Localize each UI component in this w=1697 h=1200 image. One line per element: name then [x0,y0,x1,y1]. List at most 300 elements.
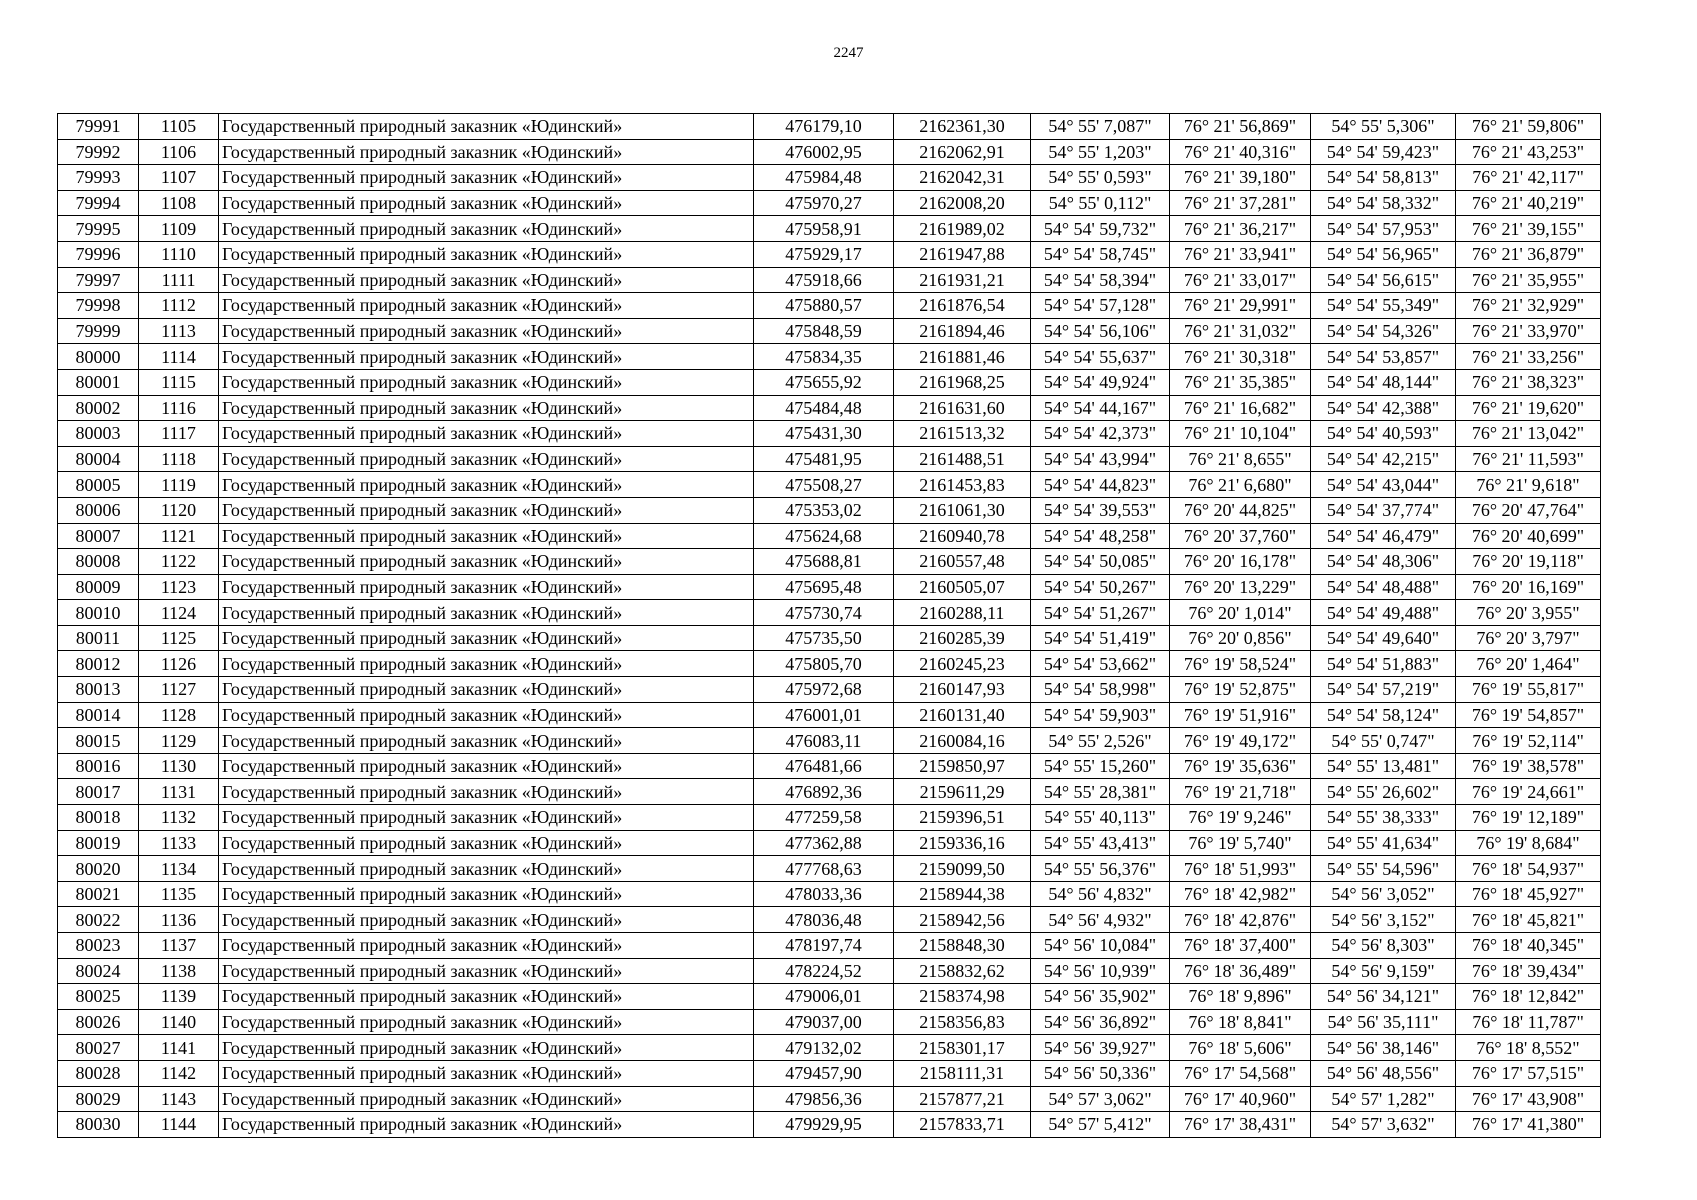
table-row [58,907,1601,933]
longitude-2-cell: 76° 18' 39,434" [1456,958,1601,984]
latitude-2-cell: 54° 54' 57,953" [1311,216,1456,242]
longitude-2-cell: 76° 20' 47,764" [1456,497,1601,523]
longitude-1-cell: 76° 21' 40,316" [1170,139,1311,165]
longitude-2-cell: 76° 17' 43,908" [1456,1086,1601,1112]
longitude-2-cell: 76° 21' 35,955" [1456,267,1601,293]
table-row [58,344,1601,370]
longitude-1-cell: 76° 18' 37,400" [1170,933,1311,959]
longitude-2-cell: 76° 20' 16,169" [1456,574,1601,600]
point-number-cell: 1126 [139,651,219,677]
longitude-1-cell: 76° 21' 35,385" [1170,369,1311,395]
longitude-1-cell: 76° 20' 37,760" [1170,523,1311,549]
point-number-cell: 1124 [139,600,219,626]
y-coordinate-cell: 2160940,78 [894,523,1031,549]
latitude-1-cell: 54° 54' 49,924" [1031,369,1170,395]
latitude-2-cell: 54° 54' 49,640" [1311,625,1456,651]
object-name-cell: Государственный природный заказник «Юдинский» [219,1035,754,1061]
latitude-1-cell: 54° 57' 3,062" [1031,1086,1170,1112]
longitude-2-cell: 76° 21' 33,970" [1456,318,1601,344]
latitude-2-cell: 54° 54' 56,615" [1311,267,1456,293]
object-name-cell: Государственный природный заказник «Юдинский» [219,651,754,677]
point-number-cell: 1117 [139,421,219,447]
y-coordinate-cell: 2158374,98 [894,984,1031,1010]
latitude-2-cell: 54° 54' 59,423" [1311,139,1456,165]
longitude-2-cell: 76° 21' 33,256" [1456,344,1601,370]
longitude-2-cell: 76° 19' 24,661" [1456,779,1601,805]
longitude-1-cell: 76° 18' 51,993" [1170,856,1311,882]
y-coordinate-cell: 2161061,30 [894,497,1031,523]
object-name-cell: Государственный природный заказник «Юдинский» [219,600,754,626]
table-row [58,549,1601,575]
longitude-1-cell: 76° 21' 29,991" [1170,293,1311,319]
latitude-1-cell: 54° 55' 1,203" [1031,139,1170,165]
point-number-cell: 1138 [139,958,219,984]
longitude-2-cell: 76° 21' 11,593" [1456,446,1601,472]
latitude-2-cell: 54° 55' 26,602" [1311,779,1456,805]
longitude-1-cell: 76° 18' 9,896" [1170,984,1311,1010]
y-coordinate-cell: 2162042,31 [894,165,1031,191]
longitude-1-cell: 76° 19' 5,740" [1170,830,1311,856]
y-coordinate-cell: 2158944,38 [894,881,1031,907]
row-number-cell: 80028 [58,1060,139,1086]
table-row [58,190,1601,216]
coordinates-table [57,113,1601,1138]
latitude-2-cell: 54° 55' 5,306" [1311,114,1456,140]
point-number-cell: 1144 [139,1112,219,1138]
latitude-2-cell: 54° 54' 42,215" [1311,446,1456,472]
table-row [58,1060,1601,1086]
table-row [58,958,1601,984]
longitude-2-cell: 76° 18' 45,927" [1456,881,1601,907]
point-number-cell: 1116 [139,395,219,421]
row-number-cell: 80023 [58,933,139,959]
point-number-cell: 1134 [139,856,219,882]
point-number-cell: 1114 [139,344,219,370]
table-row [58,600,1601,626]
row-number-cell: 80027 [58,1035,139,1061]
longitude-1-cell: 76° 21' 39,180" [1170,165,1311,191]
row-number-cell: 79991 [58,114,139,140]
object-name-cell: Государственный природный заказник «Юдинский» [219,728,754,754]
longitude-1-cell: 76° 20' 13,229" [1170,574,1311,600]
x-coordinate-cell: 476481,66 [754,753,894,779]
y-coordinate-cell: 2162361,30 [894,114,1031,140]
x-coordinate-cell: 479132,02 [754,1035,894,1061]
longitude-2-cell: 76° 21' 38,323" [1456,369,1601,395]
longitude-1-cell: 76° 20' 16,178" [1170,549,1311,575]
object-name-cell: Государственный природный заказник «Юдинский» [219,856,754,882]
point-number-cell: 1120 [139,497,219,523]
y-coordinate-cell: 2161931,21 [894,267,1031,293]
longitude-2-cell: 76° 18' 11,787" [1456,1009,1601,1035]
row-number-cell: 80011 [58,625,139,651]
point-number-cell: 1141 [139,1035,219,1061]
table-row [58,139,1601,165]
y-coordinate-cell: 2161989,02 [894,216,1031,242]
x-coordinate-cell: 479457,90 [754,1060,894,1086]
longitude-2-cell: 76° 17' 41,380" [1456,1112,1601,1138]
object-name-cell: Государственный природный заказник «Юдинский» [219,702,754,728]
longitude-1-cell: 76° 17' 54,568" [1170,1060,1311,1086]
object-name-cell: Государственный природный заказник «Юдинский» [219,241,754,267]
y-coordinate-cell: 2162062,91 [894,139,1031,165]
object-name-cell: Государственный природный заказник «Юдинский» [219,165,754,191]
object-name-cell: Государственный природный заказник «Юдинский» [219,114,754,140]
table-row [58,369,1601,395]
object-name-cell: Государственный природный заказник «Юдинский» [219,497,754,523]
table-row [58,1086,1601,1112]
object-name-cell: Государственный природный заказник «Юдинский» [219,523,754,549]
longitude-2-cell: 76° 20' 1,464" [1456,651,1601,677]
x-coordinate-cell: 475880,57 [754,293,894,319]
latitude-2-cell: 54° 54' 58,813" [1311,165,1456,191]
longitude-1-cell: 76° 21' 30,318" [1170,344,1311,370]
latitude-1-cell: 54° 54' 56,106" [1031,318,1170,344]
latitude-1-cell: 54° 54' 58,394" [1031,267,1170,293]
y-coordinate-cell: 2160288,11 [894,600,1031,626]
point-number-cell: 1121 [139,523,219,549]
latitude-2-cell: 54° 56' 8,303" [1311,933,1456,959]
longitude-2-cell: 76° 19' 52,114" [1456,728,1601,754]
x-coordinate-cell: 475688,81 [754,549,894,575]
latitude-2-cell: 54° 56' 35,111" [1311,1009,1456,1035]
row-number-cell: 79998 [58,293,139,319]
y-coordinate-cell: 2158301,17 [894,1035,1031,1061]
y-coordinate-cell: 2160285,39 [894,625,1031,651]
longitude-1-cell: 76° 18' 42,982" [1170,881,1311,907]
table-row [58,318,1601,344]
y-coordinate-cell: 2160505,07 [894,574,1031,600]
table-row [58,497,1601,523]
longitude-1-cell: 76° 21' 31,032" [1170,318,1311,344]
latitude-2-cell: 54° 54' 46,479" [1311,523,1456,549]
longitude-2-cell: 76° 18' 12,842" [1456,984,1601,1010]
object-name-cell: Государственный природный заказник «Юдинский» [219,958,754,984]
object-name-cell: Государственный природный заказник «Юдинский» [219,139,754,165]
latitude-1-cell: 54° 56' 10,939" [1031,958,1170,984]
table-row [58,216,1601,242]
x-coordinate-cell: 476083,11 [754,728,894,754]
y-coordinate-cell: 2162008,20 [894,190,1031,216]
longitude-2-cell: 76° 21' 19,620" [1456,395,1601,421]
x-coordinate-cell: 476002,95 [754,139,894,165]
y-coordinate-cell: 2160557,48 [894,549,1031,575]
row-number-cell: 80008 [58,549,139,575]
row-number-cell: 80021 [58,881,139,907]
latitude-2-cell: 54° 54' 48,306" [1311,549,1456,575]
latitude-2-cell: 54° 54' 43,044" [1311,472,1456,498]
latitude-1-cell: 54° 54' 50,267" [1031,574,1170,600]
latitude-1-cell: 54° 56' 4,932" [1031,907,1170,933]
object-name-cell: Государственный природный заказник «Юдинский» [219,779,754,805]
latitude-1-cell: 54° 55' 28,381" [1031,779,1170,805]
latitude-2-cell: 54° 56' 38,146" [1311,1035,1456,1061]
row-number-cell: 80007 [58,523,139,549]
longitude-2-cell: 76° 19' 8,684" [1456,830,1601,856]
longitude-1-cell: 76° 20' 44,825" [1170,497,1311,523]
longitude-1-cell: 76° 21' 56,869" [1170,114,1311,140]
y-coordinate-cell: 2161876,54 [894,293,1031,319]
longitude-1-cell: 76° 19' 51,916" [1170,702,1311,728]
point-number-cell: 1108 [139,190,219,216]
x-coordinate-cell: 479006,01 [754,984,894,1010]
longitude-1-cell: 76° 21' 33,941" [1170,241,1311,267]
point-number-cell: 1115 [139,369,219,395]
longitude-1-cell: 76° 20' 1,014" [1170,600,1311,626]
row-number-cell: 80020 [58,856,139,882]
latitude-2-cell: 54° 54' 51,883" [1311,651,1456,677]
latitude-2-cell: 54° 55' 41,634" [1311,830,1456,856]
object-name-cell: Государственный природный заказник «Юдинский» [219,344,754,370]
x-coordinate-cell: 475431,30 [754,421,894,447]
point-number-cell: 1132 [139,805,219,831]
point-number-cell: 1133 [139,830,219,856]
y-coordinate-cell: 2160084,16 [894,728,1031,754]
point-number-cell: 1127 [139,677,219,703]
latitude-1-cell: 54° 54' 51,267" [1031,600,1170,626]
longitude-2-cell: 76° 21' 32,929" [1456,293,1601,319]
longitude-1-cell: 76° 21' 37,281" [1170,190,1311,216]
latitude-1-cell: 54° 55' 0,593" [1031,165,1170,191]
point-number-cell: 1123 [139,574,219,600]
longitude-1-cell: 76° 17' 38,431" [1170,1112,1311,1138]
object-name-cell: Государственный природный заказник «Юдинский» [219,472,754,498]
latitude-2-cell: 54° 55' 0,747" [1311,728,1456,754]
latitude-1-cell: 54° 55' 2,526" [1031,728,1170,754]
point-number-cell: 1109 [139,216,219,242]
latitude-2-cell: 54° 54' 55,349" [1311,293,1456,319]
row-number-cell: 80025 [58,984,139,1010]
latitude-2-cell: 54° 56' 34,121" [1311,984,1456,1010]
x-coordinate-cell: 475508,27 [754,472,894,498]
latitude-2-cell: 54° 54' 54,326" [1311,318,1456,344]
latitude-1-cell: 54° 54' 48,258" [1031,523,1170,549]
table-row [58,805,1601,831]
x-coordinate-cell: 475730,74 [754,600,894,626]
y-coordinate-cell: 2161881,46 [894,344,1031,370]
point-number-cell: 1122 [139,549,219,575]
latitude-1-cell: 54° 54' 42,373" [1031,421,1170,447]
latitude-2-cell: 54° 55' 38,333" [1311,805,1456,831]
latitude-1-cell: 54° 54' 43,994" [1031,446,1170,472]
table-row [58,472,1601,498]
point-number-cell: 1105 [139,114,219,140]
latitude-2-cell: 54° 56' 9,159" [1311,958,1456,984]
object-name-cell: Государственный природный заказник «Юдинский» [219,446,754,472]
longitude-2-cell: 76° 21' 13,042" [1456,421,1601,447]
longitude-2-cell: 76° 21' 42,117" [1456,165,1601,191]
longitude-1-cell: 76° 21' 16,682" [1170,395,1311,421]
table-row [58,779,1601,805]
latitude-2-cell: 54° 54' 42,388" [1311,395,1456,421]
table-row [58,421,1601,447]
latitude-1-cell: 54° 55' 40,113" [1031,805,1170,831]
longitude-2-cell: 76° 20' 3,797" [1456,625,1601,651]
row-number-cell: 80002 [58,395,139,421]
table-row [58,881,1601,907]
longitude-1-cell: 76° 18' 42,876" [1170,907,1311,933]
table-row [58,574,1601,600]
x-coordinate-cell: 477362,88 [754,830,894,856]
row-number-cell: 80000 [58,344,139,370]
table-row [58,165,1601,191]
latitude-2-cell: 54° 56' 3,052" [1311,881,1456,907]
x-coordinate-cell: 478197,74 [754,933,894,959]
x-coordinate-cell: 475929,17 [754,241,894,267]
row-number-cell: 80001 [58,369,139,395]
latitude-1-cell: 54° 56' 35,902" [1031,984,1170,1010]
latitude-1-cell: 54° 54' 58,745" [1031,241,1170,267]
y-coordinate-cell: 2159099,50 [894,856,1031,882]
latitude-1-cell: 54° 54' 44,167" [1031,395,1170,421]
row-number-cell: 79995 [58,216,139,242]
point-number-cell: 1119 [139,472,219,498]
y-coordinate-cell: 2161631,60 [894,395,1031,421]
latitude-2-cell: 54° 54' 53,857" [1311,344,1456,370]
y-coordinate-cell: 2158356,83 [894,1009,1031,1035]
latitude-1-cell: 54° 54' 50,085" [1031,549,1170,575]
object-name-cell: Государственный природный заказник «Юдинский» [219,190,754,216]
latitude-1-cell: 54° 56' 4,832" [1031,881,1170,907]
latitude-1-cell: 54° 56' 10,084" [1031,933,1170,959]
latitude-1-cell: 54° 56' 36,892" [1031,1009,1170,1035]
longitude-2-cell: 76° 19' 38,578" [1456,753,1601,779]
longitude-2-cell: 76° 20' 3,955" [1456,600,1601,626]
table-row [58,114,1601,140]
object-name-cell: Государственный природный заказник «Юдинский» [219,1009,754,1035]
object-name-cell: Государственный природный заказник «Юдинский» [219,395,754,421]
longitude-2-cell: 76° 19' 12,189" [1456,805,1601,831]
table-row [58,625,1601,651]
row-number-cell: 80019 [58,830,139,856]
point-number-cell: 1142 [139,1060,219,1086]
longitude-2-cell: 76° 18' 45,821" [1456,907,1601,933]
point-number-cell: 1129 [139,728,219,754]
latitude-1-cell: 54° 57' 5,412" [1031,1112,1170,1138]
table-body [58,114,1601,1138]
latitude-1-cell: 54° 54' 57,128" [1031,293,1170,319]
x-coordinate-cell: 475735,50 [754,625,894,651]
object-name-cell: Государственный природный заказник «Юдинский» [219,318,754,344]
table-row [58,677,1601,703]
latitude-2-cell: 54° 54' 37,774" [1311,497,1456,523]
row-number-cell: 80030 [58,1112,139,1138]
latitude-1-cell: 54° 55' 0,112" [1031,190,1170,216]
y-coordinate-cell: 2161968,25 [894,369,1031,395]
longitude-2-cell: 76° 21' 40,219" [1456,190,1601,216]
x-coordinate-cell: 478033,36 [754,881,894,907]
longitude-1-cell: 76° 19' 9,246" [1170,805,1311,831]
table-row [58,267,1601,293]
object-name-cell: Государственный природный заказник «Юдинский» [219,421,754,447]
longitude-1-cell: 76° 18' 8,841" [1170,1009,1311,1035]
longitude-2-cell: 76° 21' 43,253" [1456,139,1601,165]
x-coordinate-cell: 475848,59 [754,318,894,344]
point-number-cell: 1135 [139,881,219,907]
x-coordinate-cell: 475695,48 [754,574,894,600]
x-coordinate-cell: 475972,68 [754,677,894,703]
point-number-cell: 1112 [139,293,219,319]
object-name-cell: Государственный природный заказник «Юдинский» [219,1060,754,1086]
table-row [58,241,1601,267]
point-number-cell: 1137 [139,933,219,959]
latitude-2-cell: 54° 54' 58,332" [1311,190,1456,216]
row-number-cell: 80015 [58,728,139,754]
y-coordinate-cell: 2161488,51 [894,446,1031,472]
longitude-2-cell: 76° 20' 40,699" [1456,523,1601,549]
latitude-1-cell: 54° 54' 58,998" [1031,677,1170,703]
row-number-cell: 80017 [58,779,139,805]
object-name-cell: Государственный природный заказник «Юдинский» [219,677,754,703]
table-row [58,1112,1601,1138]
row-number-cell: 80014 [58,702,139,728]
x-coordinate-cell: 475353,02 [754,497,894,523]
point-number-cell: 1113 [139,318,219,344]
row-number-cell: 80004 [58,446,139,472]
point-number-cell: 1140 [139,1009,219,1035]
y-coordinate-cell: 2160131,40 [894,702,1031,728]
latitude-1-cell: 54° 54' 59,903" [1031,702,1170,728]
latitude-2-cell: 54° 56' 3,152" [1311,907,1456,933]
point-number-cell: 1130 [139,753,219,779]
y-coordinate-cell: 2158848,30 [894,933,1031,959]
longitude-2-cell: 76° 18' 8,552" [1456,1035,1601,1061]
longitude-1-cell: 76° 19' 35,636" [1170,753,1311,779]
row-number-cell: 80012 [58,651,139,677]
table-row [58,651,1601,677]
table-row [58,830,1601,856]
object-name-cell: Государственный природный заказник «Юдинский» [219,881,754,907]
longitude-2-cell: 76° 19' 55,817" [1456,677,1601,703]
object-name-cell: Государственный природный заказник «Юдинский» [219,805,754,831]
row-number-cell: 79997 [58,267,139,293]
latitude-2-cell: 54° 55' 13,481" [1311,753,1456,779]
longitude-1-cell: 76° 18' 36,489" [1170,958,1311,984]
latitude-2-cell: 54° 54' 58,124" [1311,702,1456,728]
x-coordinate-cell: 475984,48 [754,165,894,191]
object-name-cell: Государственный природный заказник «Юдинский» [219,625,754,651]
object-name-cell: Государственный природный заказник «Юдинский» [219,753,754,779]
point-number-cell: 1118 [139,446,219,472]
longitude-1-cell: 76° 21' 33,017" [1170,267,1311,293]
object-name-cell: Государственный природный заказник «Юдинский» [219,267,754,293]
y-coordinate-cell: 2159396,51 [894,805,1031,831]
row-number-cell: 80003 [58,421,139,447]
table-row [58,984,1601,1010]
longitude-1-cell: 76° 19' 49,172" [1170,728,1311,754]
x-coordinate-cell: 477259,58 [754,805,894,831]
y-coordinate-cell: 2159611,29 [894,779,1031,805]
latitude-2-cell: 54° 54' 48,488" [1311,574,1456,600]
latitude-2-cell: 54° 54' 57,219" [1311,677,1456,703]
longitude-2-cell: 76° 21' 39,155" [1456,216,1601,242]
y-coordinate-cell: 2158832,62 [894,958,1031,984]
point-number-cell: 1131 [139,779,219,805]
point-number-cell: 1143 [139,1086,219,1112]
x-coordinate-cell: 476892,36 [754,779,894,805]
object-name-cell: Государственный природный заказник «Юдинский» [219,293,754,319]
latitude-2-cell: 54° 57' 1,282" [1311,1086,1456,1112]
x-coordinate-cell: 475834,35 [754,344,894,370]
table-row [58,293,1601,319]
object-name-cell: Государственный природный заказник «Юдинский» [219,984,754,1010]
table-row [58,1009,1601,1035]
longitude-2-cell: 76° 19' 54,857" [1456,702,1601,728]
object-name-cell: Государственный природный заказник «Юдинский» [219,549,754,575]
longitude-1-cell: 76° 19' 52,875" [1170,677,1311,703]
x-coordinate-cell: 475970,27 [754,190,894,216]
row-number-cell: 80010 [58,600,139,626]
